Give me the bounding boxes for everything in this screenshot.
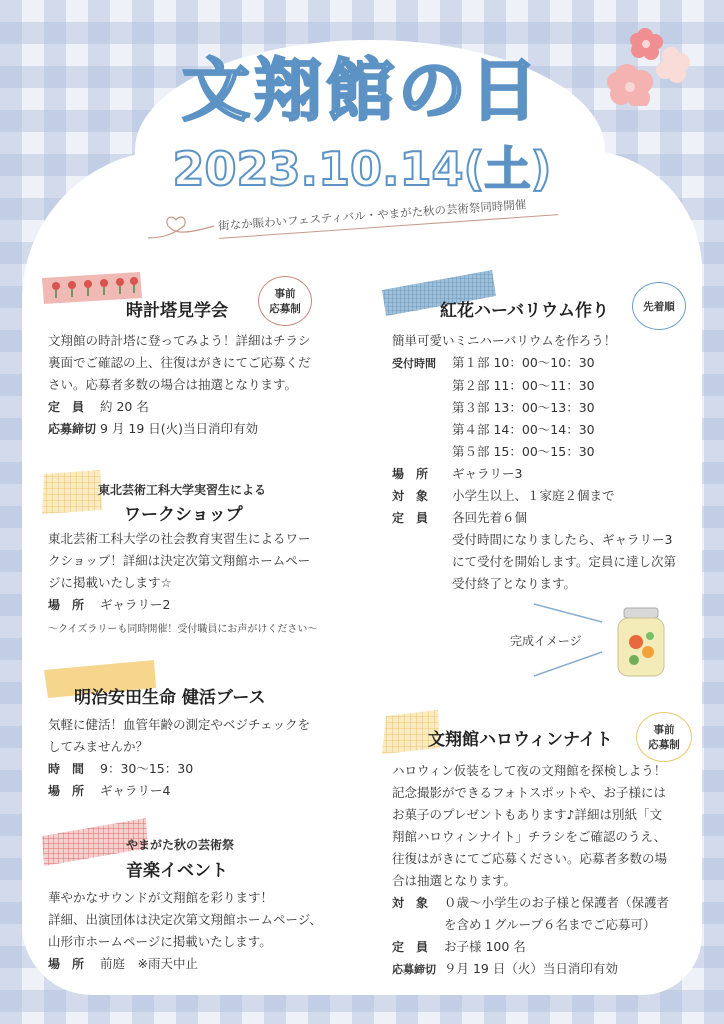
- herbarium-jar-icon: [612, 606, 670, 680]
- workshop-title: ワークショップ: [124, 505, 243, 525]
- badge-line: 事前: [653, 724, 675, 736]
- page-title: 文翔館の日: [181, 52, 542, 131]
- place-label: 場 所: [48, 957, 85, 971]
- desc-line: 文翔館の時計塔に登ってみよう！詳細はチラシ: [48, 333, 311, 348]
- session: 第３部 13：00〜13：30: [452, 400, 595, 415]
- badge-line: 事前: [274, 288, 296, 300]
- note-line: 受付時間になりましたら、ギャラリー3: [452, 532, 673, 547]
- herbarium-title: 紅花ハーバリウム作り: [440, 301, 609, 321]
- place-value: ギャラリー3: [452, 466, 523, 481]
- badge-line: 応募制: [648, 739, 680, 751]
- desc-line: 往復はがきにてご応募ください。応募者多数の場: [392, 851, 668, 866]
- desc-line: 山形市ホームページに掲載いたします。: [48, 934, 272, 949]
- target-value: 小学生以上、１家庭２個まで: [452, 488, 615, 503]
- capacity-value: 各回先着６個: [452, 510, 528, 525]
- desc-line: 東北芸術工科大学の社会教育実習生によるワー: [48, 531, 311, 546]
- target-value: を含め１グループ６名までご応募可）: [444, 917, 656, 932]
- desc-line: 合は抽選となります。: [392, 873, 517, 888]
- place-label: 場 所: [48, 784, 85, 798]
- target-value: ０歳〜小学生のお子様と保護者（保護者: [444, 895, 670, 910]
- place-label: 場 所: [392, 467, 429, 481]
- desc-line: ハロウィン仮装をして夜の文翔館を探検しよう！: [392, 763, 667, 778]
- time-label: 時 間: [48, 762, 85, 776]
- session: 第１部 10：00〜10：30: [452, 355, 595, 370]
- place-value: ギャラリー2: [100, 597, 171, 612]
- note-line: にて受付を開始します。定員に達し次第: [452, 554, 677, 569]
- desc-line: クショップ！詳細は決定次第文翔館ホームペー: [48, 553, 311, 568]
- deadline-label: 応募締切: [48, 422, 97, 436]
- halloween-body: [392, 760, 712, 981]
- desc-line: 翔館ハロウィンナイト」チラシをご確認のうえ、: [392, 829, 667, 844]
- desc-line: ジに掲載いたします☆: [48, 575, 172, 590]
- place-value: ギャラリー4: [100, 783, 171, 798]
- desc-line: 華やかなサウンドが文翔館を彩ります！: [48, 890, 274, 905]
- subtitle: 街なか賑わいフェスティバル・やまがた秋の芸術祭同時開催: [218, 194, 559, 239]
- session: 第５部 15：00〜15：30: [452, 444, 595, 459]
- meiji-body: [48, 714, 348, 802]
- target-label: 対 象: [392, 896, 429, 910]
- session: 第４部 14：00〜14：30: [452, 422, 595, 437]
- deadline-value: 9 月 19 日(火)当日消印有効: [100, 421, 259, 436]
- note-line: 受付終了となります。: [452, 576, 577, 591]
- herbarium-intro: 簡単可愛いミニハーバリウムを作ろう！: [392, 333, 617, 348]
- session: 第２部 11：00〜11：30: [452, 378, 595, 393]
- capacity-value: 約 20 名: [100, 399, 149, 414]
- capacity-label: 定 員: [48, 400, 85, 414]
- workshop-body: [48, 528, 348, 616]
- place-value: 前庭 ※雨天中止: [100, 956, 198, 971]
- music-title: 音楽イベント: [126, 861, 228, 881]
- desc-line: 気軽に健活！血管年齢の測定やベジチェックを: [48, 717, 311, 732]
- capacity-label: 定 員: [392, 511, 429, 525]
- herbarium-badge: [632, 282, 686, 330]
- yellow-check-tape-decoration: [40, 470, 104, 514]
- music-body: [48, 887, 348, 975]
- workshop-pretitle: 東北芸術工科大学実習生による: [98, 483, 267, 497]
- clock-tower-title: 時計塔見学会: [126, 301, 228, 321]
- music-pretitle: やまがた秋の芸術祭: [126, 838, 235, 852]
- clock-tower-badge: [258, 276, 312, 326]
- place-label: 場 所: [48, 598, 85, 612]
- deadline-label: 応募締切: [392, 963, 436, 976]
- capacity-label: 定 員: [392, 940, 429, 954]
- target-label: 対 象: [392, 489, 429, 503]
- event-date: 2023.10.14(土): [172, 142, 552, 196]
- clock-tower-body: [48, 330, 348, 440]
- heart-icon: [146, 212, 216, 242]
- halloween-title: 文翔館ハロウィンナイト: [428, 730, 613, 750]
- time-value: 9：30〜15：30: [100, 761, 194, 776]
- workshop-note: 〜クイズラリーも同時開催！受付職員にお声がけください〜: [48, 624, 318, 635]
- desc-line: 記念撮影ができるフォトスポットや、お子様には: [392, 785, 667, 800]
- desc-line: してみませんか？: [48, 739, 149, 754]
- desc-line: 裏面でご確認の上、往復はがきにてご応募くだ: [48, 355, 311, 370]
- capacity-value: お子様 100 名: [444, 939, 526, 954]
- meiji-title: 明治安田生命 健活ブース: [74, 688, 266, 708]
- deadline-value: ９月 19 日（火）当日消印有効: [444, 961, 618, 976]
- badge-line: 先着順: [643, 300, 675, 313]
- badge-line: 応募制: [269, 303, 301, 315]
- desc-line: お菓子のプレゼントもあります♪詳細は別紙「文: [392, 807, 662, 822]
- desc-line: 詳細、出演団体は決定次第文翔館ホームページ、: [48, 912, 322, 927]
- herbarium-body: [392, 352, 702, 595]
- halloween-badge: [636, 712, 692, 762]
- image-caption: 完成イメージ: [510, 634, 582, 648]
- reception-label: 受付時間: [392, 357, 436, 370]
- desc-line: さい。応募者多数の場合は抽選となります。: [48, 377, 298, 392]
